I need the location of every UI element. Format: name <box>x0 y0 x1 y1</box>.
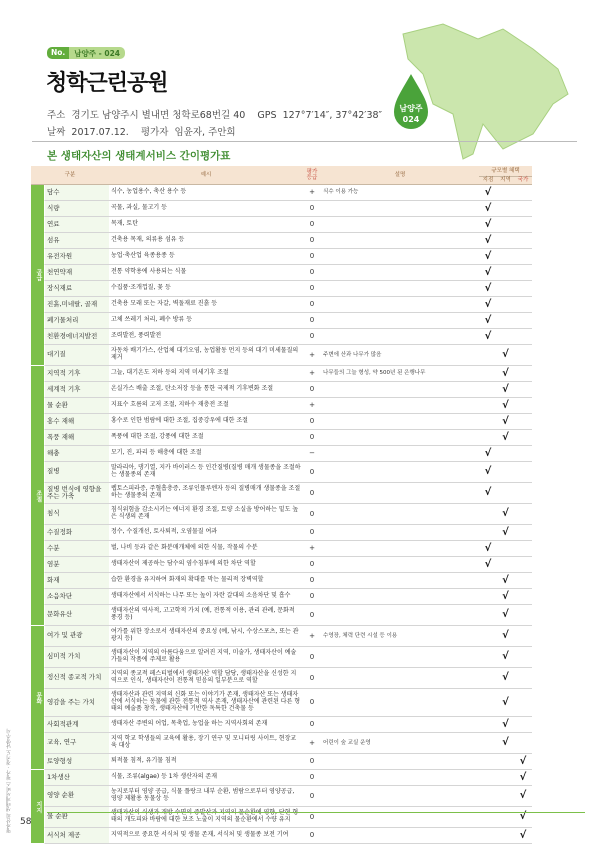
local-check-icon: √ <box>479 201 497 217</box>
national-check-icon: √ <box>514 770 532 786</box>
rating-value: 0 <box>303 754 321 770</box>
national-check-icon <box>514 589 532 605</box>
header-divider <box>32 141 577 142</box>
service-name: 영양 순환 <box>44 786 109 807</box>
local-check-icon: √ <box>479 233 497 249</box>
national-check-icon: √ <box>514 828 532 844</box>
service-description <box>321 557 479 573</box>
service-name: 연료 <box>44 217 109 233</box>
service-description <box>321 217 479 233</box>
service-description <box>321 265 479 281</box>
map-drop-line2: 024 <box>402 115 420 124</box>
regional-check-icon: √ <box>497 414 514 430</box>
local-check-icon <box>479 525 497 541</box>
national-check-icon <box>514 329 532 345</box>
service-name: 지역적 기후 <box>44 366 109 382</box>
service-name: 물 순환 <box>44 398 109 414</box>
service-example: 여가를 위한 장소로서 생태자산의 중요성 (예, 낚시, 수상스포츠, 또는 관광지 등) <box>109 626 303 647</box>
regional-check-icon: √ <box>497 605 514 626</box>
group-label: 문화 <box>31 626 44 770</box>
rating-value: + <box>303 733 321 754</box>
local-check-icon <box>479 786 497 807</box>
local-check-icon: √ <box>479 249 497 265</box>
service-name: 해충 <box>44 446 109 462</box>
rating-value: 0 <box>303 329 321 345</box>
regional-check-icon: √ <box>497 345 514 366</box>
rating-value: + <box>303 366 321 382</box>
service-description <box>321 382 479 398</box>
regional-check-icon: √ <box>497 733 514 754</box>
service-description <box>321 233 479 249</box>
section-title: 본 생태자산의 생태계서비스 간이평가표 <box>47 150 231 162</box>
service-description: 어린이 숲 교실 운영 <box>321 733 479 754</box>
national-check-icon <box>514 281 532 297</box>
service-description: 수영장, 체력 단련 시설 등 이용 <box>321 626 479 647</box>
service-description <box>321 605 479 626</box>
rating-value: 0 <box>303 605 321 626</box>
rating-value: 0 <box>303 414 321 430</box>
national-check-icon <box>514 504 532 525</box>
service-description <box>321 828 479 844</box>
service-description <box>321 589 479 605</box>
regional-check-icon <box>497 483 514 504</box>
service-example: 생태자산 주변의 어업, 목축업, 농업을 하는 지역사회의 존재 <box>109 717 303 733</box>
local-check-icon: √ <box>479 483 497 504</box>
regional-check-icon <box>497 217 514 233</box>
service-example: 식수, 농업용수, 축산 용수 등 <box>109 185 303 201</box>
service-name: 정신적 종교적 가치 <box>44 668 109 689</box>
rating-value: + <box>303 541 321 557</box>
service-description <box>321 281 479 297</box>
header-local: 지점 <box>479 177 497 185</box>
service-example: 건축용 목재, 의류용 섬유 등 <box>109 233 303 249</box>
regional-check-icon <box>497 281 514 297</box>
regional-check-icon: √ <box>497 668 514 689</box>
service-description <box>321 446 479 462</box>
service-example: 생태자산과 관련 지역의 신화 또는 이야기가 존재, 생태자산 또는 생태자산에 서식하는 동물에 관한 전통적 역사 존재, 생태자산에 관련된 다른 형태의 예술품 창작, 생태자산에 기반한 독특한 건축물 등 <box>109 689 303 717</box>
evaluator-value: 임윤자, 주안희 <box>174 127 236 138</box>
rating-value: 0 <box>303 689 321 717</box>
national-check-icon <box>514 689 532 717</box>
regional-check-icon <box>497 828 514 844</box>
local-check-icon <box>479 414 497 430</box>
address-label: 주소 <box>47 110 66 121</box>
service-example: 식물, 조류(algae) 등 1차 생산자의 존재 <box>109 770 303 786</box>
service-description: 식수 이용 가능 <box>321 185 479 201</box>
regional-check-icon <box>497 249 514 265</box>
service-example: 말라리아, 댕기열, 지카 바이러스 등 인간질병(질병 매개 생물종을 조절하는 생물종의 존재 <box>109 462 303 483</box>
service-name: 여가 및 관광 <box>44 626 109 647</box>
rating-value: 0 <box>303 828 321 844</box>
service-name: 문화유산 <box>44 605 109 626</box>
service-description <box>321 770 479 786</box>
regional-check-icon: √ <box>497 398 514 414</box>
national-check-icon <box>514 414 532 430</box>
service-example: 수집품·조개껍질, 꽃 등 <box>109 281 303 297</box>
local-check-icon <box>479 366 497 382</box>
group-label: 조절 <box>31 366 44 626</box>
local-check-icon: √ <box>479 329 497 345</box>
local-check-icon <box>479 668 497 689</box>
service-example: 생태자산의 역사적, 고고학적 가치 (예, 전통적 이용, 관리 관례, 문화적 풍경 등) <box>109 605 303 626</box>
local-check-icon <box>479 689 497 717</box>
address-line <box>47 107 382 121</box>
service-name: 천연약재 <box>44 265 109 281</box>
service-description <box>321 201 479 217</box>
service-example: 정수, 수질개선, 토사퇴적, 오염물질 여과 <box>109 525 303 541</box>
regional-check-icon <box>497 786 514 807</box>
service-example: 렙토스피라증, 주혈흡충증, 조류인플루엔자 등의 질병매개 생물종을 조절하는 생물종의 존재 <box>109 483 303 504</box>
address-value: 경기도 남양주시 별내면 청학로68번길 40 <box>71 110 246 121</box>
service-example: 목재, 토탄 <box>109 217 303 233</box>
service-name: 서식처 제공 <box>44 828 109 844</box>
local-check-icon: √ <box>479 297 497 313</box>
rating-value: 0 <box>303 647 321 668</box>
page-title: 청학근린공원 <box>46 71 168 96</box>
national-check-icon <box>514 201 532 217</box>
service-example: 고체 쓰레기 처리, 폐수 방류 등 <box>109 313 303 329</box>
national-check-icon <box>514 249 532 265</box>
service-description <box>321 504 479 525</box>
local-check-icon <box>479 382 497 398</box>
national-check-icon <box>514 398 532 414</box>
regional-check-icon <box>497 329 514 345</box>
national-check-icon <box>514 430 532 446</box>
national-check-icon: √ <box>514 754 532 770</box>
service-description <box>321 786 479 807</box>
rating-value: 0 <box>303 668 321 689</box>
rating-value: 0 <box>303 504 321 525</box>
regional-check-icon <box>497 557 514 573</box>
service-description: 나무들의 그늘 형성, 약 500년 된 은행나무 <box>321 366 479 382</box>
rating-value: 0 <box>303 297 321 313</box>
local-check-icon <box>479 770 497 786</box>
regional-check-icon <box>497 233 514 249</box>
service-description <box>321 541 479 557</box>
service-example: 지역 학교 학생들의 교육에 활용, 장기 연구 및 모니터링 사이트, 현장교육 대상 <box>109 733 303 754</box>
service-description <box>321 807 479 828</box>
date-label: 날짜 <box>47 127 66 138</box>
service-example: 지역의 종교적 페스티벌에서 생태자산 역할 담당, 생태자산을 신성한 지역으로 인식, 생태자산이 전통적 믿음의 일부분으로 역할 <box>109 668 303 689</box>
national-check-icon <box>514 557 532 573</box>
regional-check-icon <box>497 462 514 483</box>
rating-value: 0 <box>303 770 321 786</box>
national-check-icon <box>514 446 532 462</box>
national-check-icon <box>514 573 532 589</box>
regional-check-icon: √ <box>497 382 514 398</box>
regional-check-icon: √ <box>497 504 514 525</box>
national-check-icon <box>514 605 532 626</box>
service-example: 농업·축산업 육종용종 등 <box>109 249 303 265</box>
regional-check-icon <box>497 313 514 329</box>
service-example: 생태자산이 제공하는 담수의 염수침투에 의한 차단 역할 <box>109 557 303 573</box>
header-example: 예시 <box>109 166 303 185</box>
gps-label: GPS <box>257 110 277 121</box>
regional-check-icon <box>497 541 514 557</box>
service-example: 습한 환경을 유지하여 화재의 확대를 막는 물리적 장벽역할 <box>109 573 303 589</box>
service-description <box>321 689 479 717</box>
rating-value: 0 <box>303 233 321 249</box>
service-description <box>321 430 479 446</box>
regional-check-icon <box>497 297 514 313</box>
service-name: 대기질 <box>44 345 109 366</box>
service-description <box>321 754 479 770</box>
gps-value: 127°7′14″, 37°42′38″ <box>282 110 383 121</box>
rating-value: + <box>303 626 321 647</box>
service-description <box>321 249 479 265</box>
local-check-icon <box>479 398 497 414</box>
service-example: 지표수 흐름의 고저 조절, 지하수 재충전 조절 <box>109 398 303 414</box>
rating-value: 0 <box>303 265 321 281</box>
service-name: 세계적 기후 <box>44 382 109 398</box>
service-name: 소음차단 <box>44 589 109 605</box>
local-check-icon <box>479 605 497 626</box>
regional-check-icon: √ <box>497 647 514 668</box>
regional-check-icon: √ <box>497 430 514 446</box>
regional-check-icon: √ <box>497 573 514 589</box>
rating-value: 0 <box>303 786 321 807</box>
service-example: 침식위험을 감소시키는 에너지 환경 조절, 토양 소실을 방어하는 밑도 높은 식생의 존재 <box>109 504 303 525</box>
rating-value: 0 <box>303 589 321 605</box>
local-check-icon: √ <box>479 462 497 483</box>
group-label: 지지 <box>31 770 44 844</box>
badge-region-code: 남양주 - 024 <box>69 47 125 59</box>
service-description <box>321 647 479 668</box>
service-example: 생태자산의 식생과 개방 수면의 증발산과 지역의 물순환에 영향, 단현 형태의 개도피와 바람에 대한 보조 노출이 지역의 물순환에서 수량 유지 <box>109 807 303 828</box>
rating-value: 0 <box>303 483 321 504</box>
header-category: 구분 <box>31 166 109 185</box>
local-check-icon <box>479 717 497 733</box>
rating-value: + <box>303 345 321 366</box>
regional-check-icon <box>497 265 514 281</box>
map-drop-line1: 남양주 <box>399 104 423 113</box>
national-check-icon <box>514 733 532 754</box>
local-check-icon: √ <box>479 265 497 281</box>
service-description <box>321 483 479 504</box>
national-check-icon <box>514 185 532 201</box>
service-example: 곡물, 과실, 물고기 등 <box>109 201 303 217</box>
service-example: 모기, 진, 파리 등 해충에 대한 조절 <box>109 446 303 462</box>
rating-value: 0 <box>303 382 321 398</box>
national-check-icon <box>514 313 532 329</box>
service-example: 생태자산에서 서식하는 나무 또는 높이 자란 갈대의 소음차단 및 흡수 <box>109 589 303 605</box>
rating-value: 0 <box>303 201 321 217</box>
service-description <box>321 525 479 541</box>
national-check-icon <box>514 345 532 366</box>
regional-check-icon <box>497 185 514 201</box>
service-example: 퇴적물 침적, 유기물 침적 <box>109 754 303 770</box>
service-example: 홍수로 인한 범람에 대한 조절, 집중강우에 대한 조절 <box>109 414 303 430</box>
service-name: 물 순환 <box>44 807 109 828</box>
regional-check-icon: √ <box>497 366 514 382</box>
service-name: 유전자원 <box>44 249 109 265</box>
local-check-icon <box>479 626 497 647</box>
local-check-icon <box>479 647 497 668</box>
national-check-icon <box>514 483 532 504</box>
national-check-icon: √ <box>514 807 532 828</box>
regional-check-icon: √ <box>497 626 514 647</box>
national-check-icon <box>514 462 532 483</box>
page-number: 58 <box>20 817 32 827</box>
regional-check-icon <box>497 754 514 770</box>
national-check-icon <box>514 382 532 398</box>
national-check-icon <box>514 541 532 557</box>
national-check-icon <box>514 265 532 281</box>
local-check-icon <box>479 754 497 770</box>
service-name: 수분 <box>44 541 109 557</box>
local-check-icon <box>479 733 497 754</box>
national-check-icon <box>514 297 532 313</box>
rating-value: − <box>303 446 321 462</box>
local-check-icon <box>479 828 497 844</box>
local-check-icon: √ <box>479 217 497 233</box>
service-name: 심미적 가치 <box>44 647 109 668</box>
header-description: 설명 <box>321 166 479 185</box>
service-description <box>321 297 479 313</box>
rating-value: + <box>303 185 321 201</box>
service-name: 폭풍 재해 <box>44 430 109 446</box>
national-check-icon <box>514 525 532 541</box>
rating-value: 0 <box>303 462 321 483</box>
regional-check-icon <box>497 201 514 217</box>
legend-divider <box>47 812 585 813</box>
national-check-icon: √ <box>514 786 532 807</box>
local-check-icon <box>479 345 497 366</box>
service-name: 1차생산 <box>44 770 109 786</box>
rating-value: 0 <box>303 525 321 541</box>
national-check-icon <box>514 717 532 733</box>
service-example: 전통 약학용에 사용되는 식물 <box>109 265 303 281</box>
national-check-icon <box>514 647 532 668</box>
service-description: 주변에 산과 나무가 많음 <box>321 345 479 366</box>
national-check-icon <box>514 217 532 233</box>
service-name: 진흙,미네랄, 골재 <box>44 297 109 313</box>
regional-check-icon: √ <box>497 589 514 605</box>
service-example: 벌, 나비 등과 같은 화분매개체에 의한 식물, 작물의 수분 <box>109 541 303 557</box>
service-example: 폭풍에 대한 조절, 강풍에 대한 조절 <box>109 430 303 446</box>
service-name: 질병 <box>44 462 109 483</box>
local-check-icon: √ <box>479 446 497 462</box>
service-example: 그늘, 대기온도 저하 등의 지역 미세기후 조절 <box>109 366 303 382</box>
rating-value: 0 <box>303 430 321 446</box>
service-description <box>321 313 479 329</box>
national-check-icon <box>514 366 532 382</box>
local-check-icon: √ <box>479 281 497 297</box>
service-name: 영감을 주는 가치 <box>44 689 109 717</box>
local-check-icon <box>479 504 497 525</box>
regional-check-icon: √ <box>497 689 514 717</box>
local-check-icon: √ <box>479 185 497 201</box>
regional-check-icon <box>497 807 514 828</box>
local-check-icon: √ <box>479 557 497 573</box>
local-check-icon: √ <box>479 313 497 329</box>
evaluator-label: 평가자 <box>140 127 169 138</box>
service-name: 염분 <box>44 557 109 573</box>
rating-value: 0 <box>303 557 321 573</box>
badge-no: No. <box>47 47 69 59</box>
service-name: 장식재료 <box>44 281 109 297</box>
regional-check-icon: √ <box>497 717 514 733</box>
rating-value: + <box>303 398 321 414</box>
service-name: 질병 번식에 영향을 주는 가축 <box>44 483 109 504</box>
local-check-icon <box>479 589 497 605</box>
header-national: 국가 <box>514 177 532 185</box>
service-example: 조력발전, 풍력발전 <box>109 329 303 345</box>
assessment-table <box>31 166 585 844</box>
local-check-icon <box>479 807 497 828</box>
rating-value: 0 <box>303 281 321 297</box>
service-name: 수질정화 <box>44 525 109 541</box>
local-check-icon <box>479 430 497 446</box>
service-description <box>321 462 479 483</box>
service-description <box>321 668 479 689</box>
map-region-shape <box>403 24 568 159</box>
rating-value: 0 <box>303 807 321 828</box>
service-name: 친환경에너지발전 <box>44 329 109 345</box>
service-description <box>321 717 479 733</box>
service-example: 생태자산이 지역의 아름다움으로 알려진 지역, 미술가, 생태자산이 예술가들의 작품에 주제로 활용 <box>109 647 303 668</box>
side-caption: 명자산의 생태계서비스 평가 · 경기도 남양주시 <box>6 728 12 833</box>
service-name: 섬유 <box>44 233 109 249</box>
service-description <box>321 414 479 430</box>
service-name: 화재 <box>44 573 109 589</box>
service-name: 담수 <box>44 185 109 201</box>
regional-check-icon <box>497 446 514 462</box>
rating-value: 0 <box>303 573 321 589</box>
rating-value: 0 <box>303 217 321 233</box>
service-name: 교육, 연구 <box>44 733 109 754</box>
service-example: 지역적으로 중요한 서식처 및 생물 존재, 서식처 및 생물종 보전 기여 <box>109 828 303 844</box>
rating-value: 0 <box>303 717 321 733</box>
service-name: 홍수 재해 <box>44 414 109 430</box>
date-line <box>47 124 236 138</box>
service-example: 온실가스 배출 조절, 탄소저장 등을 통한 국제적 기후변화 조절 <box>109 382 303 398</box>
national-check-icon <box>514 668 532 689</box>
rating-value: 0 <box>303 313 321 329</box>
service-example: 농지로부터 영양 공급, 식물 플랑크 내부 순환, 범람으로부터 영양공급, 영양 제활용 동물상 등 <box>109 786 303 807</box>
service-description <box>321 573 479 589</box>
local-check-icon: √ <box>479 541 497 557</box>
service-name: 식량 <box>44 201 109 217</box>
rating-value: 0 <box>303 249 321 265</box>
service-name: 침식 <box>44 504 109 525</box>
region-badge <box>47 47 125 59</box>
regional-check-icon <box>497 770 514 786</box>
service-example: 자동차 배기가스, 산업체 대기오염, 농업활동 먼지 등의 대기 미세물질의 제거 <box>109 345 303 366</box>
header-regional: 지역 <box>497 177 514 185</box>
header-scale: 규모별 혜택 <box>479 166 532 177</box>
service-name: 폐기물처리 <box>44 313 109 329</box>
service-name: 사회적관계 <box>44 717 109 733</box>
local-check-icon <box>479 573 497 589</box>
national-check-icon <box>514 626 532 647</box>
date-value: 2017.07.12. <box>71 127 129 138</box>
service-description <box>321 329 479 345</box>
service-name: 토양형성 <box>44 754 109 770</box>
regional-check-icon: √ <box>497 525 514 541</box>
group-label: 공급 <box>31 185 44 366</box>
service-description <box>321 398 479 414</box>
service-example: 건축용 모래 또는 자갈, 벽돌재료 진흙 등 <box>109 297 303 313</box>
national-check-icon <box>514 233 532 249</box>
header-rating: 평가 등급 <box>303 166 321 185</box>
